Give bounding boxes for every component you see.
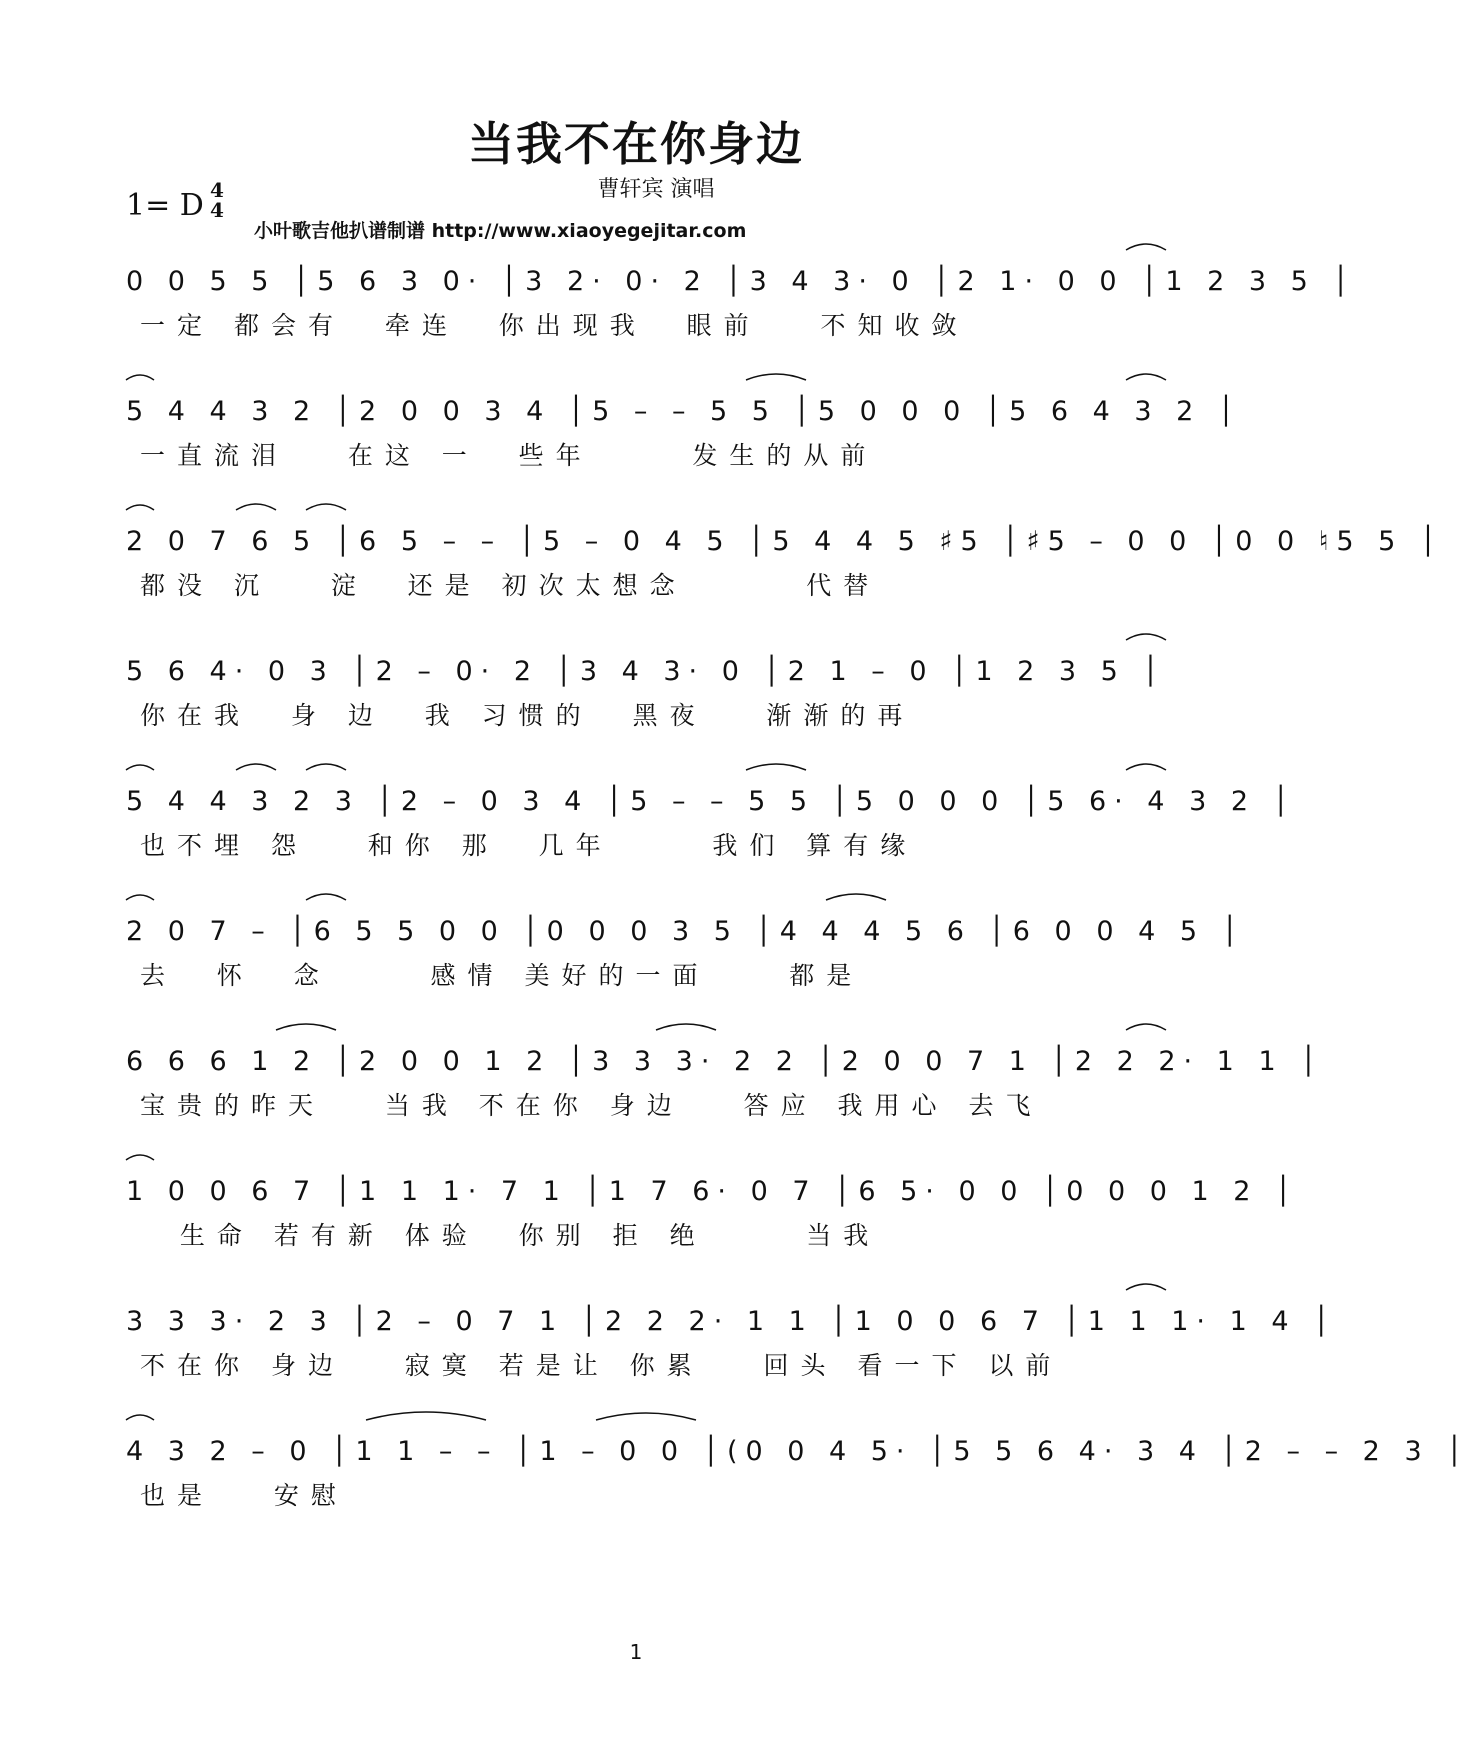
lyric-line: 不在你 身边 寂寞 若是让 你累 回头 看一下 以前 [140,1351,1063,1380]
tie-marks [126,1142,1166,1172]
song-title: 当我不在你身边 [468,117,804,171]
lyric-line: 一直流泪 在这 一 些年 发生的从前 [140,441,878,470]
score-row-5 [126,752,1297,862]
time-signature-bottom: 4 [210,198,224,222]
notation-line: 1 0 0 6 7 │1 1 1· 7 1 │1 7 6· 0 7 │6 5· 0 0 │0 0 0 1 2 │ [126,1176,1300,1207]
score-row-2 [126,362,1243,472]
score-row-10 [126,1402,1470,1512]
time-signature-top: 4 [210,178,224,202]
tie-marks [126,362,1166,392]
page-number: 1 [629,1640,643,1664]
lyric-line: 都没 沉 淀 还是 初次太想念 代替 [140,571,881,600]
score-row-7 [126,1012,1325,1122]
tie-marks [126,492,1166,522]
notation-line: 4 3 2 – 0 │1 1 – – │1 – 0 0 │(0 0 4 5· │5 5 6 4· 3 4 │2 – – 2 3 │ [126,1436,1470,1467]
notation-line: 5 6 4· 0 3 │2 – 0· 2 │3 4 3· 0 │2 1 – 0 │1 2 3 5 │ [126,656,1167,687]
notation-line: 0 0 5 5 │5 6 3 0· │3 2· 0· 2 │3 4 3· 0 │2 1· 0 0 │1 2 3 5 │ [126,266,1357,297]
singer-credit: 曹轩宾 演唱 [597,177,715,202]
notation-line: 5 4 4 3 2 3 │2 – 0 3 4 │5 – – 5 5 │5 0 0 0 │5 6· 4 3 2 │ [126,786,1297,817]
notation-line: 3 3 3· 2 3 │2 – 0 7 1 │2 2 2· 1 1 │1 0 0 6 7 │1 1 1· 1 4 │ [126,1306,1338,1337]
score-row-8 [126,1142,1300,1252]
notation-line: 5 4 4 3 2 │2 0 0 3 4 │5 – – 5 5 │5 0 0 0 │5 6 4 3 2 │ [126,396,1243,427]
tie-marks [126,1272,1166,1302]
score-row-3 [126,492,1445,602]
notation-line: 2 0 7 – │6 5 5 0 0 │0 0 0 3 5 │4 4 4 5 6 │6 0 0 4 5 │ [126,916,1246,947]
notation-line: 6 6 6 1 2 │2 0 0 1 2 │3 3 3· 2 2 │2 0 0 7 1 │2 2 2· 1 1 │ [126,1046,1325,1077]
notation-line: 2 0 7 6 5 │6 5 – – │5 – 0 4 5 │5 4 4 5 ♯5 │♯5 – 0 0 │0 0 ♮5 5 │ [126,526,1445,557]
tie-marks [126,1402,1166,1432]
key-signature: 1= D [126,188,204,223]
tie-marks [126,882,1166,912]
lyric-line: 你在我 身 边 我 习惯的 黑夜 渐渐的再 [140,701,915,730]
score-row-6 [126,882,1246,992]
score-row-4 [126,622,1166,732]
lyric-line: 一定 都会有 牵连 你出现我 眼前 不知收敛 [140,311,969,340]
tie-marks [126,232,1166,262]
lyric-line: 也是 安慰 [140,1481,348,1510]
tie-marks [126,622,1166,652]
lyric-line: 生命 若有新 体验 你别 拒 绝 当我 [140,1221,881,1250]
lyric-line: 去 怀 念 感情 美好的一面 都是 [140,961,864,990]
time-signature [210,180,224,220]
score-row-9 [126,1272,1338,1382]
lyric-line: 也不埋 怨 和你 那 几年 我们 算有缘 [140,831,918,860]
tie-marks [126,1012,1166,1042]
transcriber-credit: 小叶歌吉他扒谱制谱 http://www.xiaoyegejitar.com [254,220,747,242]
tie-marks [126,752,1166,782]
lyric-line: 宝贵的昨天 当我 不在你 身边 答应 我用心 去飞 [140,1091,1043,1120]
score-row-1 [126,232,1357,342]
